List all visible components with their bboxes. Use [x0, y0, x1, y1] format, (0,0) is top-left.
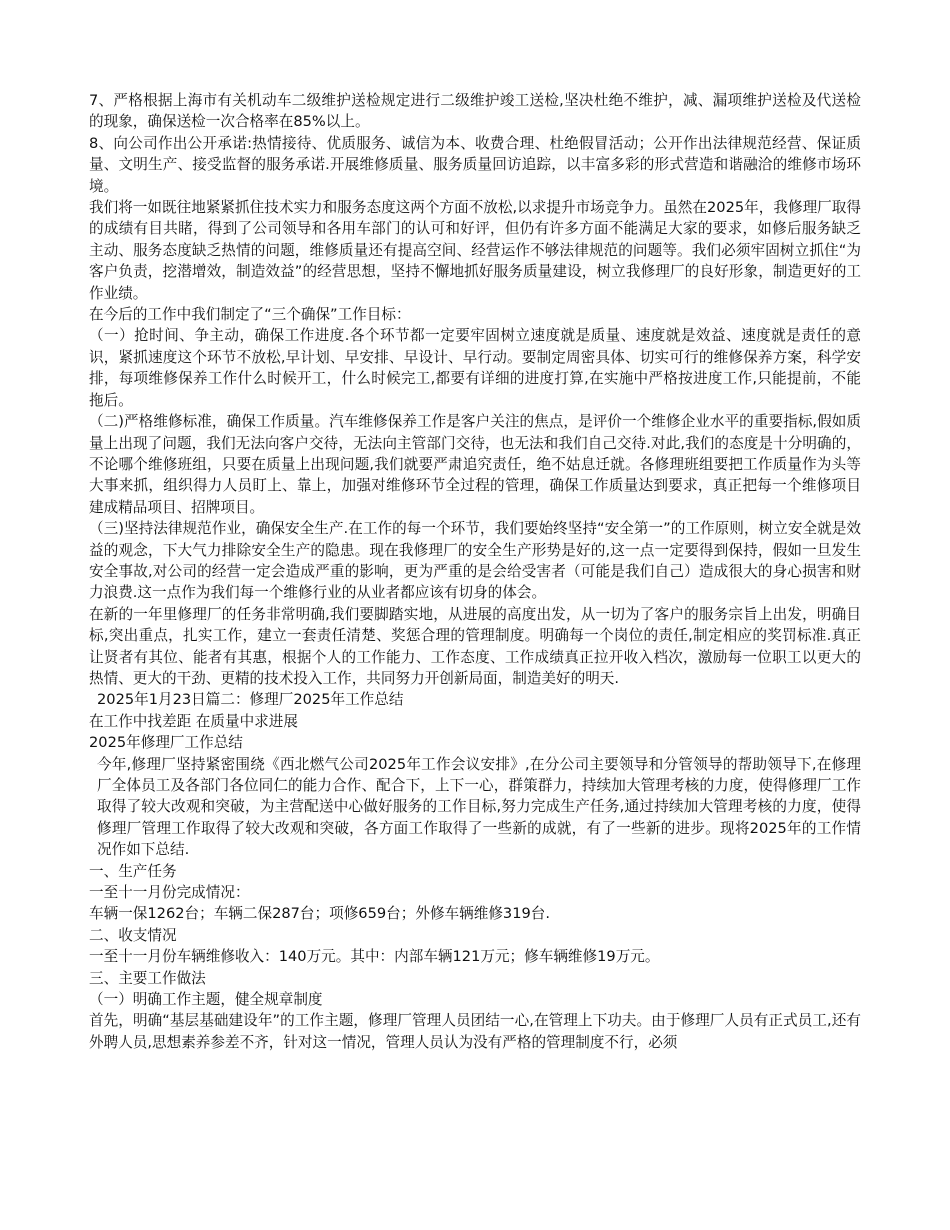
paragraph-item-7: 7、严格根据上海市有关机动车二级维护送检规定进行二级维护竣工送检,坚决杜绝不维护，减、漏项维护送检及代送检的现象，确保送检一次合格率在85%以上。 — [89, 92, 861, 131]
paragraph-goal-2: （二)严格维修标准，确保工作质量。汽车维修保养工作是客户关注的焦点，是评价一个维修企业水平的重要指标,假如质量上出现了问题，我们无法向客户交待，无法向主管部门交待，也无法和我们自己交待.对此,我们的态度是十分明确的，不论哪个维修班组，只要在质量上出现问题,我们就要严肃追究责任，绝不姑息迁就。各修理班组要把工作质量作为头等大事来抓，组织得力人员盯上、靠上，加强对维修环节全过程的管理，确保工作质量达到要求，真正把每一个维修项目建成精品项目、招牌项目。 — [89, 413, 861, 516]
paragraph-goal-1: （一）抢时间、争主动，确保工作进度.各个环节都一定要牢固树立速度就是质量、速度就是效益、速度就是责任的意识，紧抓速度这个环节不放松,早计划、早安排、早设计、早行动。要制定周密具体、切实可行的维修保养方案，科学安排，每项维修保养工作什么时候开工，什么时候完工,都要有详细的进度打算,在实施中严格按进度工作,只能提前，不能拖后。 — [89, 327, 861, 409]
paragraph-summary-intro: 今年,修理厂坚持紧密围绕《西北燃气公司2025年工作会议安排》,在分公司主要领导和分管领导的帮助领导下,在修理厂全体员工及各部门各位同仁的能力合作、配合下，上下一心，群策群力，持续加大管理考核的力度，使得修理厂工作取得了较大改观和突破，为主营配送中心做好服务的工作目标,努力完成生产任务,通过持续加大管理考核的力度，使得修理厂管理工作取得了较大改观和突破，各方面工作取得了一些新的成就，有了一些新的进步。现将2025年的工作情况作如下总结. — [97, 755, 861, 859]
paragraph-new-year: 在新的一年里修理厂的任务非常明确,我们要脚踏实地，从进展的高度出发，从一切为了客户的服务宗旨上出发，明确目标,突出重点，扎实工作，建立一套责任清楚、奖惩合理的管理制度。明确每一个岗位的责任,制定相应的奖罚标准.真正让贤者有其位、能者有其惠，根据个人的工作能力、工作态度、工作成绩真正拉开收入档次，激励每一位职工以更大的热情、更大的干劲、更精的技术投入工作，共同努力开创新局面，制造美好的明天. — [89, 605, 861, 687]
heading-main-work: 三、主要工作做法 — [89, 969, 206, 987]
document-page — [89, 90, 861, 1053]
subheading-work-theme: （一）明确工作主题，健全规章制度 — [89, 991, 323, 1009]
heading-production: 一、生产任务 — [89, 862, 177, 880]
heading-income: 二、收支情况 — [89, 926, 177, 944]
section-subtitle: 在工作中找差距 在质量中求进展 — [89, 712, 298, 730]
paragraph-three-goals-intro: 在今后的工作中我们制定了“三个确保”工作目标： — [89, 306, 411, 324]
paragraph-competitiveness: 我们将一如既往地紧紧抓住技术实力和服务态度这两个方面不放松,以求提升市场竞争力。虽然在2025年，我修理厂取得的成绩有目共睹，得到了公司领导和各用车部门的认可和好评，但仍有许多方面不能满足大家的要求，如修后服务缺乏主动、服务态度缺乏热情的问题，维修质量还有提高空间、经营运作不够法律规范的问题等。我们必须牢固树立抓住“为客户负责，挖潜增效，制造效益”的经营思想，坚持不懈地抓好服务质量建设，树立我修理厂的良好形象，制造更好的工作业绩。 — [89, 199, 861, 302]
paragraph-work-theme: 首先，明确“基层基础建设年”的工作主题，修理厂管理人员团结一心,在管理上下功夫。由于修理厂人员有正式员工,还有外聘人员,思想素养参差不齐，针对这一情况，管理人员认为没有严格的管理制度不行，必须 — [89, 1012, 861, 1051]
paragraph-income: 一至十一月份车辆维修收入：140万元。其中：内部车辆121万元；修车辆维修19万元。 — [89, 948, 660, 966]
paragraph-goal-3: （三)坚持法律规范作业，确保安全生产.在工作的每一个环节，我们要始终坚持“安全第一”的工作原则，树立安全就是效益的观念，下大气力排除安全生产的隐患。现在我修理厂的安全生产形势是好的,这一点一定要得到保持，假如一旦发生安全事故,对公司的经营一定会造成严重的影响，更为严重的是会给受害者（可能是我们自己）造成很大的身心损害和财力浪费.这一点作为我们每一个维修行业的从业者都应该有切身的体会。 — [89, 520, 861, 602]
section-title: 2025年修理厂工作总结 — [89, 734, 243, 752]
paragraph-completion-status: 一至十一月份完成情况： — [89, 884, 250, 902]
section-date-title: 2025年1月23日篇二：修理厂2025年工作总结 — [97, 691, 404, 709]
paragraph-vehicle-counts: 车辆一保1262台；车辆二保287台；项修659台；外修车辆维修319台. — [89, 905, 551, 923]
paragraph-item-8: 8、向公司作出公开承诺:热情接待、优质服务、诚信为本、收费合理、杜绝假冒活动；公开作出法律规范经营、保证质量、文明生产、接受监督的服务承诺.开展维修质量、服务质量回访追踪，以丰富多彩的形式营造和谐融洽的维修市场环境。 — [89, 134, 861, 195]
